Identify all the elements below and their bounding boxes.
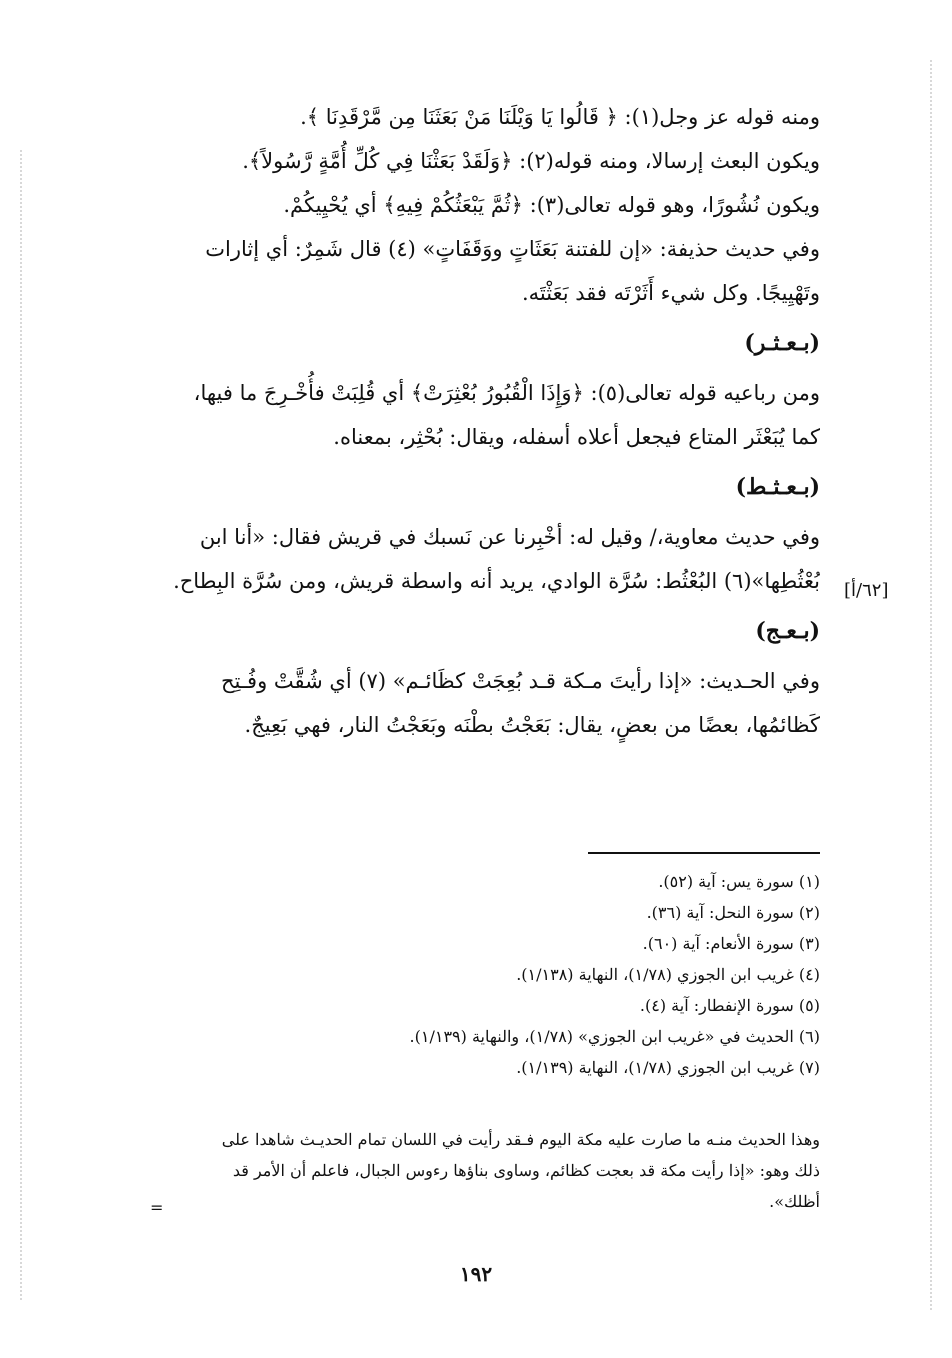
footnote-1: (١) سورة يس: آية (٥٢). — [658, 872, 820, 891]
entry-heading-baathat: (بـعـثـط) — [735, 474, 820, 500]
footnote-extra-line-1: وهذا الحديث منـه ما صارت عليه مكة اليوم فـقد رأيت في اللسان تمام الحديـث شاهدا على — [221, 1130, 820, 1149]
footnote-continuation — [100, 1124, 820, 1217]
main-text — [100, 95, 820, 747]
footnote-2: (٢) سورة النحل: آية (٣٦). — [646, 903, 820, 922]
footnote-4: (٤) غريب ابن الجوزي (١/٧٨)، النهاية (١/١٣٨). — [516, 965, 820, 984]
manuscript-folio-ref: [٦٢/أ] — [844, 580, 889, 601]
footnote-separator — [588, 852, 820, 854]
footnote-extra-line-3: أظلك». — [769, 1192, 820, 1211]
footnote-6: (٦) الحديث في «غريب ابن الجوزي» (١/٧٨)، والنهاية (١/١٣٩). — [409, 1027, 820, 1046]
footnotes — [100, 866, 820, 1083]
scan-border-left — [20, 150, 24, 1300]
paragraph-1: ومنه قوله عز وجل(١): ﴿ قَالُوا يَا وَيْلَنَا مَنْ بَعَثَنَا مِن مَّرْقَدِنَا ﴾. — [300, 105, 820, 129]
footnote-7: (٧) غريب ابن الجوزي (١/٧٨)، النهاية (١/١٣٩). — [516, 1058, 820, 1077]
paragraph-5-line-2: كما يُبَعْثَر المتاع فيجعل أعلاه أسفله، ويقال: بُحْثِر، بمعناه. — [333, 425, 820, 449]
paragraph-7-line-2: كَظائمُها، بعضًا من بعضٍ، يقال: بَعَجْتُ بطْنَه وبَعَجْتُ النار، فهي بَعِيجٌ. — [244, 713, 820, 737]
entry-heading-baathar: (بـعـثـر) — [744, 330, 820, 356]
paragraph-5-line-1: ومن رباعيه قوله تعالى(٥): ﴿وَإِذَا الْقُبُورُ بُعْثِرَتْ﴾ أي قُلِبَتْ فأُخْـرِجَ ما فيها، — [193, 381, 820, 405]
paragraph-4-line-1: وفي حديث حذيفة: «إن للفتنة بَعَثَاتٍ ووَقَفَاتٍ» (٤) قال شَمِرٌ: أي إثارات — [205, 237, 820, 261]
paragraph-4-line-2: وتَهْيِيجًا. وكل شيء أَثَرْتَه فقد بَعَثْتَه. — [522, 281, 820, 305]
paragraph-6-line-2: بُعْثُطِها»(٦) البُعْثُط: سُرَّة الوادي، يريد أنه واسطة قريش، ومن سُرَّة البِطاح. — [173, 569, 820, 593]
footnote-3: (٣) سورة الأنعام: آية (٦٠). — [642, 934, 820, 953]
scan-border-right — [930, 60, 934, 1310]
paragraph-7-line-1: وفي الحـديث: «إذا رأيتَ مـكة قـد بُعِجَتْ كظَائـم» (٧) أي شُقَّتْ وفُـتِح — [220, 669, 820, 693]
footnote-extra-line-2: ذلك وهو: «إذا رأيت مكة قد بعجت كظائم، وساوى بناؤها رءوس الجبال، فاعلم أن الأمر قد — [232, 1161, 820, 1180]
entry-heading-baaj: (بـعـج) — [755, 618, 820, 644]
paragraph-3: ويكون نُشُورًا، وهو قوله تعالى(٣): ﴿ثُمَّ يَبْعَثُكُمْ فِيهِ﴾ أي يُحْيِيكُمْ. — [283, 193, 820, 217]
footnote-5: (٥) سورة الإنفطار: آية (٤). — [639, 996, 820, 1015]
paragraph-2: ويكون البعث إرسالا، ومنه قوله(٢): ﴿وَلَقَدْ بَعَثْنَا فِي كُلِّ أُمَّةٍ رَّسُولاً﴾. — [242, 149, 820, 173]
page-number: ١٩٢ — [459, 1262, 493, 1286]
continuation-mark: = — [150, 1198, 164, 1217]
paragraph-6-line-1: وفي حديث معاوية،/ وقيل له: أخْبِرنا عن نَسبك في قريش فقال: «أنا ابن — [199, 525, 820, 549]
